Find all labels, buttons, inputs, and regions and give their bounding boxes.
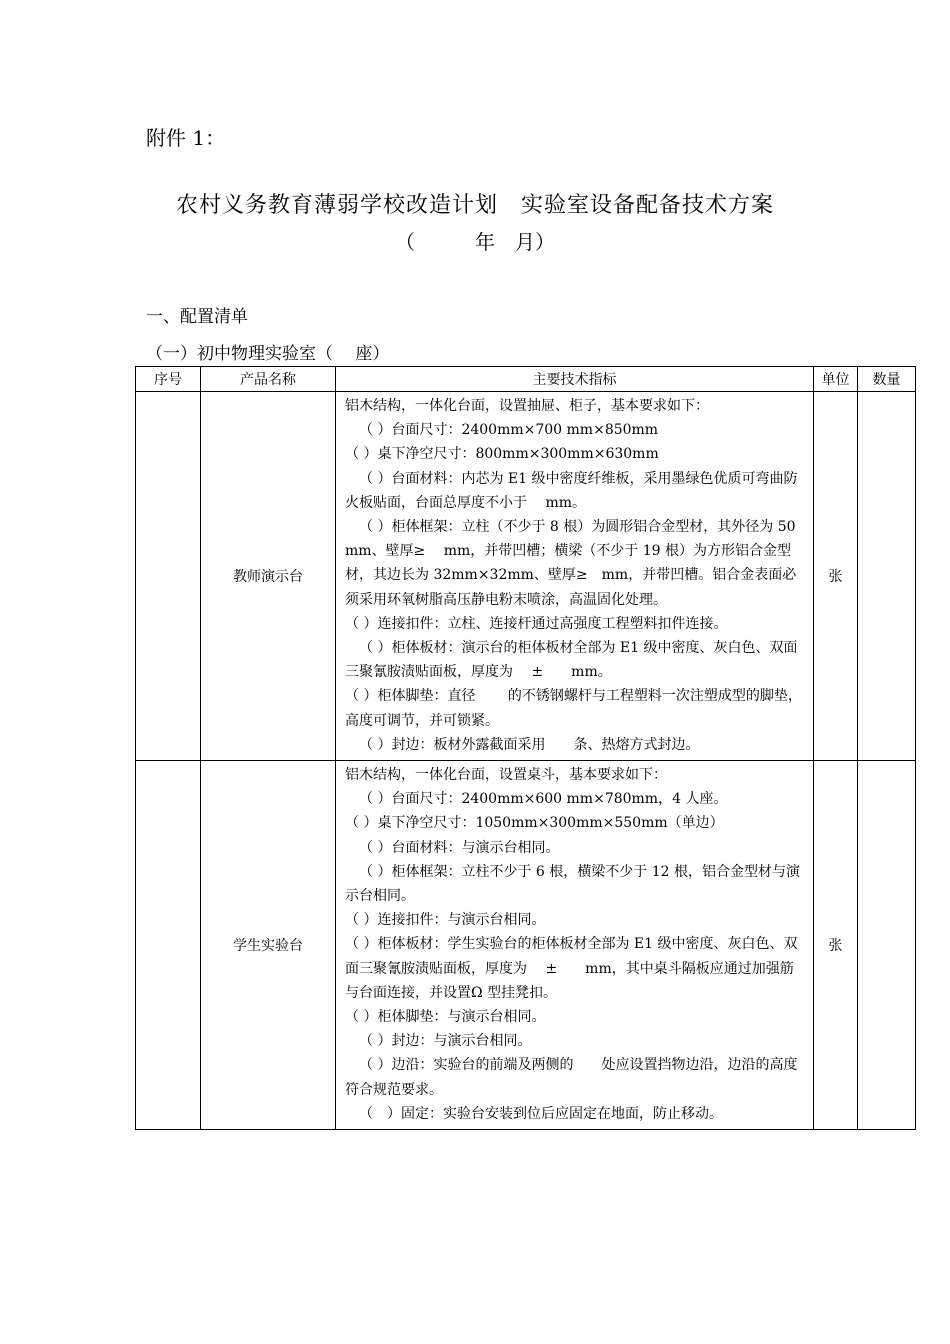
spec-line: （ ）柜体脚垫：与演示台相同。 [345, 1009, 546, 1026]
equipment-table [135, 366, 916, 1130]
quantity-cell [858, 761, 916, 1130]
spec-line: （ ）连接扣件：与演示台相同。 [345, 912, 546, 929]
spec-line: （ ）封边：板材外露截面采用 条、热熔方式封边。 [359, 736, 700, 753]
spec-line: （ ）固定：实验台安装到位后应固定在地面，防止移动。 [359, 1105, 723, 1122]
spec-line: 铝木结构，一体化台面，设置抽屉、柜子，基本要求如下： [345, 398, 709, 414]
header-unit: 单位 [814, 367, 858, 392]
spec-line: （ ）柜体框架：立柱不少于 6 根，横梁不少于 12 根，铝合金型材与演示台相同。 [345, 863, 800, 905]
section-title: 一、配置清单 [146, 307, 248, 327]
unit-cell: 张 [814, 392, 858, 761]
product-name: 教师演示台 [201, 392, 336, 761]
header-index: 序号 [136, 367, 201, 392]
attachment-label: 附件 1： [146, 126, 226, 150]
spec-line: （ ）连接扣件：立柱、连接杆通过高强度工程塑料扣件连接。 [345, 615, 728, 632]
spec-line: （ ）台面尺寸：2400mm×700 mm×850mm [359, 422, 659, 439]
row-index [136, 761, 201, 1130]
product-name: 学生实验台 [201, 761, 336, 1130]
spec-line: （ ）桌下净空尺寸：1050mm×300mm×550mm（单边） [345, 815, 724, 832]
spec-line: 铝木结构，一体化台面，设置桌斗，基本要求如下： [345, 767, 667, 784]
document-title: 农村义务教育薄弱学校改造计划 实验室设备配备技术方案 [175, 193, 774, 218]
spec-line: （ ）柜体板材：演示台的柜体板材全部为 E1 级中密度、灰白色、双面三聚氰胺渍贴面板，厚度为 ± mm。 [345, 640, 798, 681]
unit-cell: 张 [814, 761, 858, 1130]
table-row [136, 392, 916, 761]
row-index [136, 392, 201, 761]
table-row [136, 761, 916, 1130]
table-header-row [136, 367, 916, 392]
spec-line: （ ）桌下净空尺寸：800mm×300mm×630mm [345, 446, 659, 463]
header-specs: 主要技术指标 [336, 367, 814, 392]
subsection-title: （一）初中物理实验室（ 座） [146, 344, 390, 364]
header-quantity: 数量 [858, 367, 916, 392]
spec-line: （ ）台面尺寸：2400mm×600 mm×780mm，4 人座。 [359, 791, 728, 808]
date-line: （ 年 月） [395, 230, 555, 254]
spec-line: （ ）封边：与演示台相同。 [359, 1033, 532, 1050]
spec-cell [336, 761, 814, 1130]
spec-line: （ ）台面材料：内芯为 E1 级中密度纤维板，采用墨绿色优质可弯曲防火板贴面，台面总厚度不小于 mm。 [345, 470, 798, 511]
spec-line: （ ）台面材料：与演示台相同。 [359, 839, 560, 856]
quantity-cell [858, 392, 916, 761]
spec-line: （ ）柜体脚垫：直径 的不锈钢螺杆与工程塑料一次注塑成型的脚垫，高度可调节，并可锁紧。 [345, 688, 802, 729]
spec-line: （ ）柜体板材：学生实验台的柜体板材全部为 E1 级中密度、灰白色、双面三聚氰胺渍贴面板，厚度为 ± mm，其中桌斗隔板应通过加强筋与台面连接，并设置Ω 型挂凳扣。 [345, 936, 798, 1001]
spec-line: （ ）边沿：实验台的前端及两侧的 处应设置挡物边沿，边沿的高度符合规范要求。 [345, 1057, 798, 1098]
header-product-name: 产品名称 [201, 367, 336, 392]
spec-line: （ ）柜体框架：立柱（不少于 8 根）为圆形铝合金型材，其外径为 50 mm、壁厚≥ mm，并带凹槽；横梁（不少于 19 根）为方形铝合金型材，其边长为 32mm×32mm、壁厚≥ mm，并带凹槽。铝合金表面必须采用环氧树脂高压静电粉末喷涂，高温固化处理。 [345, 519, 797, 608]
spec-cell [336, 392, 814, 761]
